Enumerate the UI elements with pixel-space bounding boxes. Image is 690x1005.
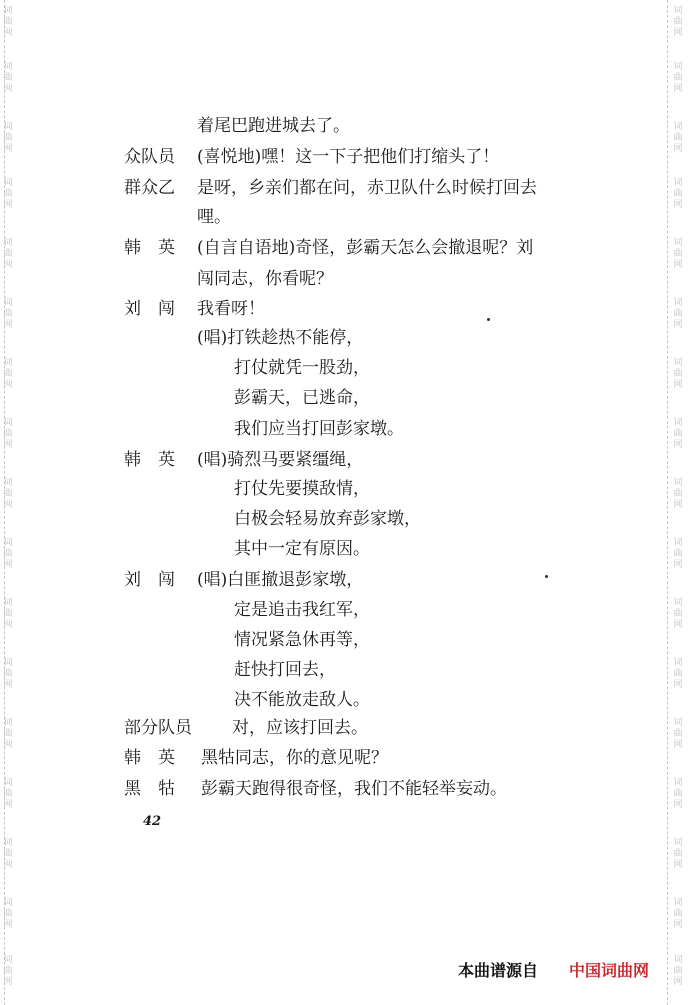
dialogue-text: 定是追击我红军， [234, 600, 370, 620]
dialogue-text: 彭霸天跑得很奇怪，我们不能轻举妄动。 [201, 779, 507, 799]
watermark-text: 词 曲 网 [673, 178, 683, 210]
dialogue-text: 决不能放走敌人。 [234, 690, 370, 710]
watermark-text: 词 曲 网 [673, 122, 683, 154]
watermark-text: 词 曲 网 [673, 6, 683, 38]
print-speck [487, 318, 490, 321]
footer-site-link[interactable] [569, 958, 649, 981]
dialogue-text: 着尾巴跑进城去了。 [197, 116, 350, 136]
watermark-text: 词 曲 网 [673, 598, 683, 630]
dialogue-text: 白极会轻易放弃彭家墩， [234, 509, 421, 529]
watermark-text: 词 曲 网 [673, 358, 683, 390]
dialogue-text: 对，应该打回去。 [232, 718, 368, 738]
speaker-name: 黑 牯 [124, 779, 175, 799]
dialogue-text: 哩。 [197, 207, 231, 227]
dialogue-text: 情况紧急休再等， [234, 630, 370, 650]
watermark-text: 词 曲 网 [3, 538, 13, 570]
speaker-name: 刘 闯 [124, 299, 175, 319]
watermark-text: 词 曲 网 [673, 418, 683, 450]
dialogue-text: (喜悦地)嘿！这一下子把他们打缩头了！ [197, 147, 500, 167]
dialogue-text: 打仗先要摸敌情， [234, 479, 370, 499]
right-page-border [667, 0, 668, 1005]
watermark-text: 词 曲 网 [673, 778, 683, 810]
dialogue-text: 其中一定有原因。 [234, 539, 370, 559]
watermark-text: 词 曲 网 [673, 718, 683, 750]
footer-source-text: 本曲谱源自 [458, 961, 539, 980]
watermark-text: 词 曲 网 [673, 538, 683, 570]
dialogue-text: (唱)白匪撤退彭家墩， [197, 570, 364, 590]
dialogue-text: 彭霸天，已逃命， [234, 388, 370, 408]
watermark-text: 词 曲 网 [673, 658, 683, 690]
speaker-name: 群众乙 [124, 178, 175, 198]
dialogue-text: 是呀，乡亲们都在问，赤卫队什么时候打回去 [197, 178, 537, 198]
watermark-text: 词 曲 网 [3, 62, 13, 94]
page-number: 42 [143, 814, 162, 829]
watermark-text: 词 曲 网 [3, 358, 13, 390]
dialogue-text: 闯同志，你看呢？ [197, 269, 333, 289]
watermark-text: 词 曲 网 [3, 418, 13, 450]
footer-source-label [458, 958, 538, 981]
watermark-text: 词 曲 网 [3, 478, 13, 510]
watermark-text: 词 曲 网 [3, 838, 13, 870]
dialogue-text: 打仗就凭一股劲， [234, 358, 370, 378]
dialogue-text: 我看呀！ [197, 299, 265, 319]
watermark-text: 词 曲 网 [673, 478, 683, 510]
dialogue-text: 赶快打回去， [234, 660, 336, 680]
watermark-text: 词 曲 网 [673, 238, 683, 270]
dialogue-text: 黑牯同志，你的意见呢？ [201, 748, 388, 768]
watermark-text: 词 曲 网 [3, 122, 13, 154]
watermark-text: 词 曲 网 [3, 238, 13, 270]
watermark-text: 词 曲 网 [673, 62, 683, 94]
watermark-text: 词 曲 网 [3, 178, 13, 210]
watermark-text: 词 曲 网 [3, 778, 13, 810]
speaker-name: 刘 闯 [124, 570, 175, 590]
watermark-text: 词 曲 网 [673, 898, 683, 930]
footer-site-text: 中国词曲网 [569, 961, 650, 980]
watermark-text: 词 曲 网 [673, 955, 683, 987]
dialogue-text: (唱)骑烈马要紧缰绳， [197, 450, 364, 470]
watermark-text: 词 曲 网 [3, 955, 13, 987]
dialogue-text: (唱)打铁趁热不能停， [197, 328, 364, 348]
watermark-text: 词 曲 网 [3, 598, 13, 630]
speaker-name: 韩 英 [124, 238, 175, 258]
dialogue-text: 我们应当打回彭家墩。 [234, 419, 404, 439]
watermark-text: 词 曲 网 [673, 838, 683, 870]
speaker-name: 部分队员 [124, 718, 192, 738]
watermark-text: 词 曲 网 [3, 658, 13, 690]
watermark-text: 词 曲 网 [3, 6, 13, 38]
speaker-name: 韩 英 [124, 450, 175, 470]
speaker-name: 众队员 [124, 147, 175, 167]
watermark-text: 词 曲 网 [3, 898, 13, 930]
print-speck [545, 575, 548, 578]
dialogue-text: (自言自语地)奇怪，彭霸天怎么会撤退呢？刘 [197, 238, 534, 258]
watermark-text: 词 曲 网 [673, 298, 683, 330]
watermark-text: 词 曲 网 [3, 298, 13, 330]
speaker-name: 韩 英 [124, 748, 175, 768]
watermark-text: 词 曲 网 [3, 718, 13, 750]
